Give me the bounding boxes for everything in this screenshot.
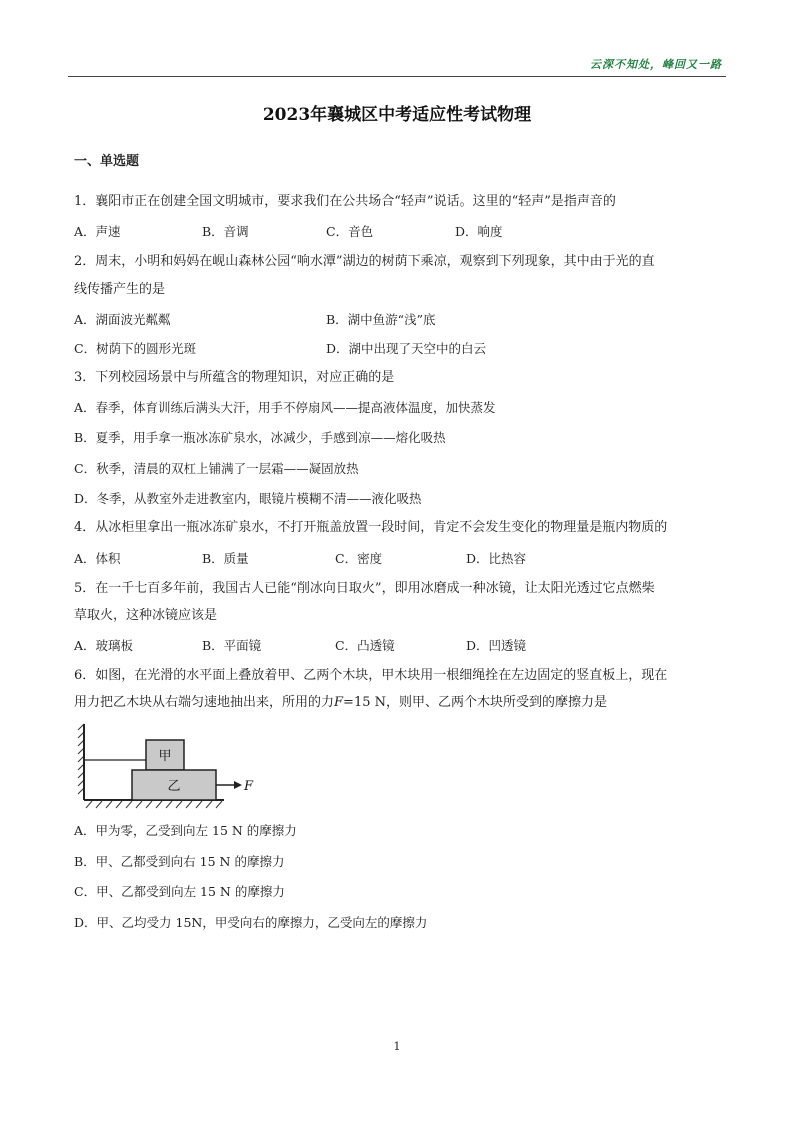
q4-option-a: A．体积 [74,551,121,566]
q6-force-variable: F [334,695,344,710]
q1-option-d: D．响度 [455,224,503,239]
question-1-stem: 1．襄阳市正在创建全国文明城市，要求我们在公共场合“轻声”说话。这里的“轻声”是指声音的 [74,194,616,209]
q4-option-d: D．比热容 [466,551,527,566]
question-6-stem-line1: 6．如图，在光滑的水平面上叠放着甲、乙两个木块，甲木块用一根细绳拴在左边固定的竖直板上，现在 [74,668,668,683]
question-2-stem-line1: 2．周末，小明和妈妈在岘山森林公园“响水潭”湖边的树荫下乘凉，观察到下列现象，其中由于光的直 [74,254,655,269]
block-top-label: 甲 [158,749,172,764]
section-heading: 一、单选题 [74,154,140,169]
page-title: 2023年襄城区中考适应性考试物理 [262,105,532,125]
q3-option-b: B．夏季，用手拿一瓶冰冻矿泉水，冰减少，手感到凉——熔化吸热 [74,430,446,445]
q5-option-a: A．玻璃板 [74,638,134,653]
q3-option-d: D．冬季，从教室外走进教室内，眼镜片模糊不清——液化吸热 [74,491,422,506]
q1-option-b: B．音调 [202,224,249,239]
question-3-stem: 3．下列校园场景中与所蕴含的物理知识，对应正确的是 [74,370,395,385]
q5-option-b: B．平面镜 [202,638,262,653]
q3-option-c: C．秋季，清晨的双杠上铺满了一层霜——凝固放热 [74,461,359,476]
q6-stem-text-a: 用力把乙木块从右端匀速地抽出来，所用的力 [74,695,335,710]
q2-option-d: D．湖中出现了天空中的白云 [326,341,487,356]
header-divider [68,76,726,77]
force-label: F [244,779,254,794]
q3-option-a: A．春季，体育训练后满头大汗，用手不停扇风——提高液体温度，加快蒸发 [74,400,496,415]
q2-option-b: B．湖中鱼游“浅”底 [326,312,436,327]
q5-option-c: C．凸透镜 [335,638,395,653]
block-bottom-label: 乙 [167,779,181,794]
q2-option-a: A．湖面波光粼粼 [74,312,171,327]
q2-option-c: C．树荫下的圆形光斑 [74,341,197,356]
question-5-stem-line1: 5．在一千七百多年前，我国古人已能“削冰向日取火”，即用冰磨成一种冰镜，让太阳光透过它点燃柴 [74,581,655,596]
q4-option-c: C．密度 [335,551,383,566]
q4-option-b: B．质量 [202,551,249,566]
q6-option-c: C．甲、乙都受到向左 15 N 的摩擦力 [74,884,285,899]
question-4-stem: 4．从冰柜里拿出一瓶冰冻矿泉水，不打开瓶盖放置一段时间，肯定不会发生变化的物理量是瓶内物质的 [74,520,668,535]
floor-hatching [86,801,222,808]
question-6-stem-line2 [74,694,607,712]
force-arrowhead [234,781,242,789]
q1-option-c: C．音色 [326,224,374,239]
q6-stem-text-b: =15 N，则甲、乙两个木块所受到的摩擦力是 [343,695,607,710]
q5-option-d: D．凹透镜 [466,638,527,653]
question-2-stem-line2: 线传播产生的是 [74,282,166,297]
block-friction-diagram [74,724,254,810]
header-motto: 云深不知处，峰回又一路 [590,58,722,71]
page-number: 1 [393,1040,401,1053]
question-5-stem-line2: 草取火，这种冰镜应该是 [74,608,218,623]
q6-option-b: B．甲、乙都受到向右 15 N 的摩擦力 [74,854,285,869]
q6-option-a: A．甲为零，乙受到向左 15 N 的摩擦力 [74,823,297,838]
q1-option-a: A．声速 [74,224,121,239]
q6-option-d: D．甲、乙均受力 15N，甲受向右的摩擦力，乙受向左的摩擦力 [74,915,428,930]
